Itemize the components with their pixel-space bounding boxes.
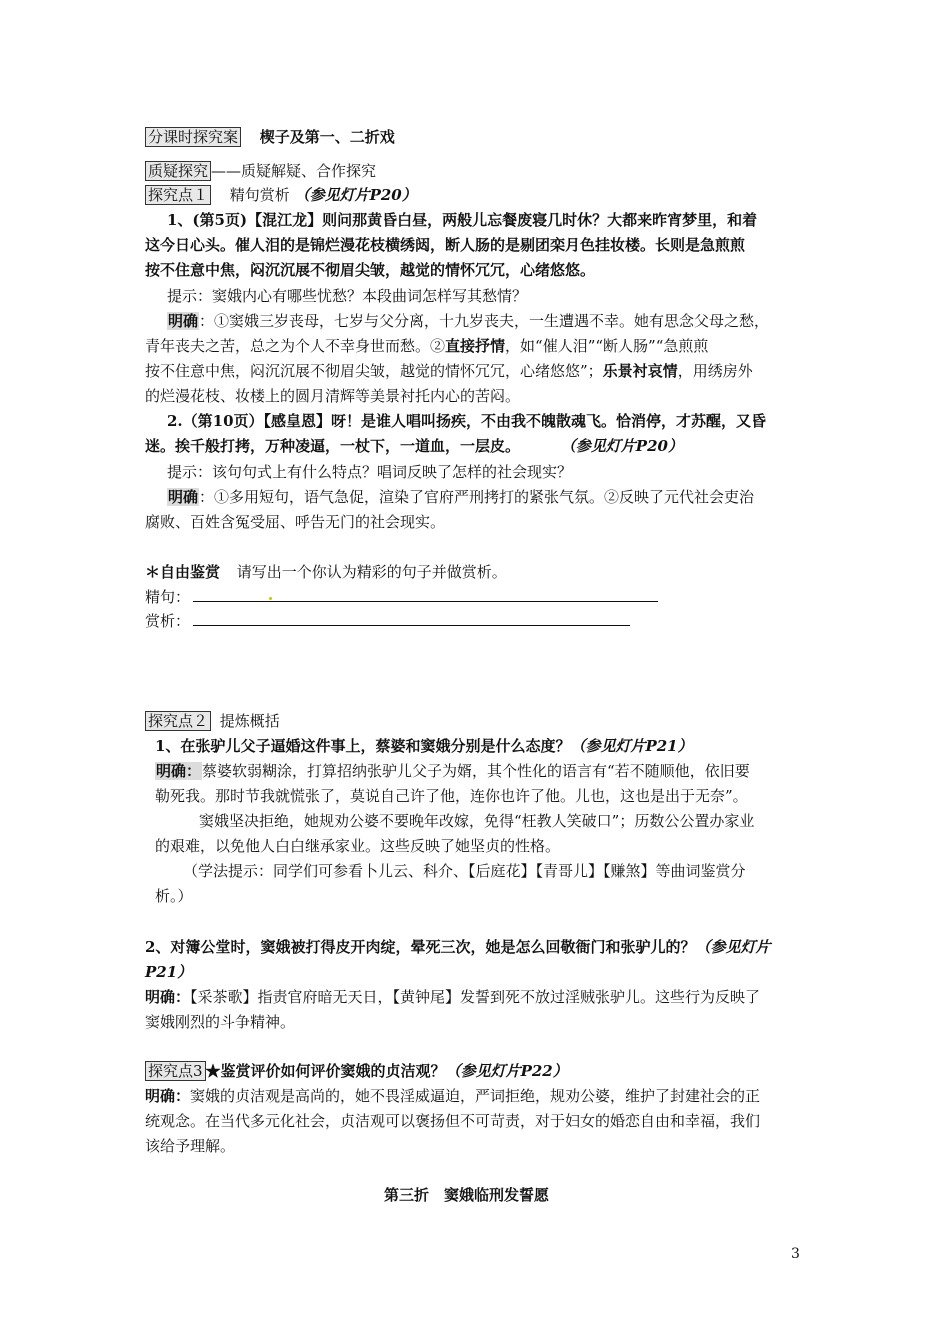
point1-title: 精句赏析: [229, 186, 290, 204]
answer-text: 蔡婆软弱糊涂，打算招纳张驴儿父子为婿，其个性化的语言有“若不随顺他，依旧要: [202, 762, 750, 780]
point2-heading: [145, 709, 280, 733]
point2-q2-text: 2、对簿公堂时，窦娥被打得皮开肉绽，晕死三次，她是怎么回敬衙门和张驴儿的？: [145, 938, 696, 956]
analysis-blank[interactable]: [193, 625, 630, 626]
point3-answer-line: 该给予理解。: [145, 1137, 236, 1155]
section-question-tag: 质疑探究: [145, 161, 211, 181]
point1-q2-text: 迷。挨千般打拷，万种凌逼，一杖下，一道血，一层皮。: [145, 437, 521, 455]
point1-tag: 探究点１: [145, 185, 211, 205]
section-question-line: [145, 159, 376, 183]
answer-label: 明确：: [145, 988, 191, 1006]
point2-q1-answer-line: [155, 759, 750, 783]
point2-q2-line: [145, 935, 770, 959]
answer-label: 明确: [168, 488, 199, 506]
point2-tag: 探究点２: [145, 711, 211, 731]
header-tag: 分课时探究案: [145, 127, 241, 147]
point1-q1-answer-line: 的烂漫花枝、妆楼上的圆月清辉等美景衬托内心的苦闷。: [145, 387, 521, 405]
sentence-label: 精句：: [145, 588, 191, 606]
point2-study-tip: （学法提示：同学们可参看卜儿云、科介、【后庭花】【青哥儿】【赚煞】等曲词鉴赏分: [183, 862, 746, 880]
answer-text: 按不住意中焦，闷沉沉展不彻眉尖皱，越觉的情怀冗冗，心绪悠悠”；: [145, 362, 603, 380]
point1-q1-hint: 提示：窦娥内心有哪些忧愁？本段曲词怎样写其愁情？: [167, 287, 528, 305]
stray-mark: [269, 597, 272, 600]
point2-q1-answer-line: 勒死我。那时节我就慌张了，莫说自己许了他，连你也许了他。儿也，这也是出于无奈”。: [155, 787, 748, 805]
answer-text: ，用绣房外: [677, 362, 753, 380]
answer-bold-term: 乐景衬哀情: [602, 362, 678, 380]
header-line: [145, 125, 395, 149]
answer-text: ：①多用短句，语气急促，渲染了官府严刑拷打的紧张气氛。②反映了元代社会吏治: [199, 488, 755, 506]
point1-q1-answer-line: [145, 334, 708, 358]
point2-q1-text: 1、在张驴儿父子逼婚这件事上，蔡婆和窦娥分别是什么态度？: [155, 737, 571, 755]
point1-q1-answer-line: [145, 359, 753, 383]
answer-text: ，如“催人泪”“断人肠”“急煎煎: [505, 337, 709, 355]
point2-title: 提炼概括: [219, 712, 280, 730]
point1-ref: （参见灯片P20）: [294, 186, 417, 204]
point2-q2-answer-line: 窦娥刚烈的斗争精神。: [145, 1013, 296, 1031]
answer-text: ：①窦娥三岁丧母，七岁与父分离，十九岁丧夫，一生遭遇不幸。她有思念父母之愁，: [199, 312, 770, 330]
point1-q1-line: 1、(第5页)【混江龙】则问那黄昏白昼，两般儿忘餐废寝几时休？大都来昨宵梦里，和着: [167, 211, 758, 229]
point2-study-tip: 析。）: [155, 887, 193, 905]
point2-q1-answer-line: 的艰难，以免他人白白继承家业。这些反映了她坚贞的性格。: [155, 837, 561, 855]
free-label: ＊自由鉴赏: [145, 563, 221, 581]
point1-heading: [145, 183, 417, 207]
point2-q2-answer-line: [145, 985, 760, 1009]
point3-answer-line: 统观念。在当代多元化社会，贞洁观可以褒扬但不可苛责，对于妇女的婚恋自由和幸福，我们: [145, 1112, 761, 1130]
point1-q2-hint: 提示：该句句式上有什么特点？唱词反映了怎样的社会现实？: [167, 463, 573, 481]
point1-q2-line: 2.（第10页）【感皇恩】呀！是谁人唱叫扬疾，不由我不魄散魂飞。恰消停，才苏醒，又昏: [167, 412, 767, 430]
answer-bold-term: 直接抒情: [445, 337, 506, 355]
point2-q1-ref: （参见灯片P21）: [570, 737, 693, 755]
answer-label: 明确: [168, 312, 199, 330]
analysis-label: 赏析：: [145, 612, 191, 630]
point1-q2-ref: （参见灯片P20）: [560, 437, 683, 455]
point1-q2-answer-line: [167, 485, 754, 509]
point2-q1-answer-line: 窦娥坚决拒绝，她规劝公婆不要晚年改嫁，免得“枉教人笑破口”；历数公公置办家业: [199, 812, 755, 830]
answer-text: 【采茶歌】指责官府暗无天日，【黄钟尾】发誓到死不放过淫贼张驴儿。这些行为反映了: [190, 988, 761, 1006]
point1-q2-answer-line: 腐败、百姓含冤受屈、呼告无门的社会现实。: [145, 513, 446, 531]
point2-q1: [155, 734, 693, 758]
free-appreciation-line: [145, 560, 507, 584]
point3-title: ★鉴赏评价如何评价窦娥的贞洁观？: [205, 1062, 446, 1080]
sentence-blank[interactable]: [193, 601, 658, 602]
section-question-subtitle: ——质疑解疑、合作探究: [211, 162, 377, 180]
answer-label: 明确：: [145, 1087, 191, 1105]
point3-heading: [145, 1059, 568, 1083]
header-title: 楔子及第一、二折戏: [259, 128, 395, 146]
point1-q1-line: 这今日心头。催人泪的是锦烂漫花枝横绣闼，断人肠的是剔团栾月色挂妆楼。长则是急煎煎: [145, 236, 746, 254]
next-section-title: 第三折 窦娥临刑发誓愿: [384, 1186, 550, 1204]
point3-tag: 探究点3: [145, 1061, 206, 1081]
point3-ref: （参见灯片P22）: [445, 1062, 568, 1080]
point1-q1-line: 按不住意中焦，闷沉沉展不彻眉尖皱，越觉的情怀冗冗，心绪悠悠。: [145, 261, 596, 279]
answer-text: 窦娥的贞洁观是高尚的，她不畏淫威逼迫，严词拒绝，规劝公婆，维护了封建社会的正: [190, 1087, 761, 1105]
point3-answer-line: [145, 1084, 760, 1108]
free-instruction: 请写出一个你认为精彩的句子并做赏析。: [236, 563, 507, 581]
page-number: 3: [791, 1246, 800, 1262]
point1-q2-line-with-ref: [145, 434, 683, 458]
answer-text: 青年丧夫之苦，总之为个人不幸身世而愁。②: [145, 337, 446, 355]
point2-q2-ref: （参见灯片: [695, 938, 771, 956]
point1-q1-answer-line: [167, 309, 769, 333]
answer-label: 明确：: [156, 762, 202, 780]
point2-q2-ref-cont: P21）: [145, 963, 193, 981]
